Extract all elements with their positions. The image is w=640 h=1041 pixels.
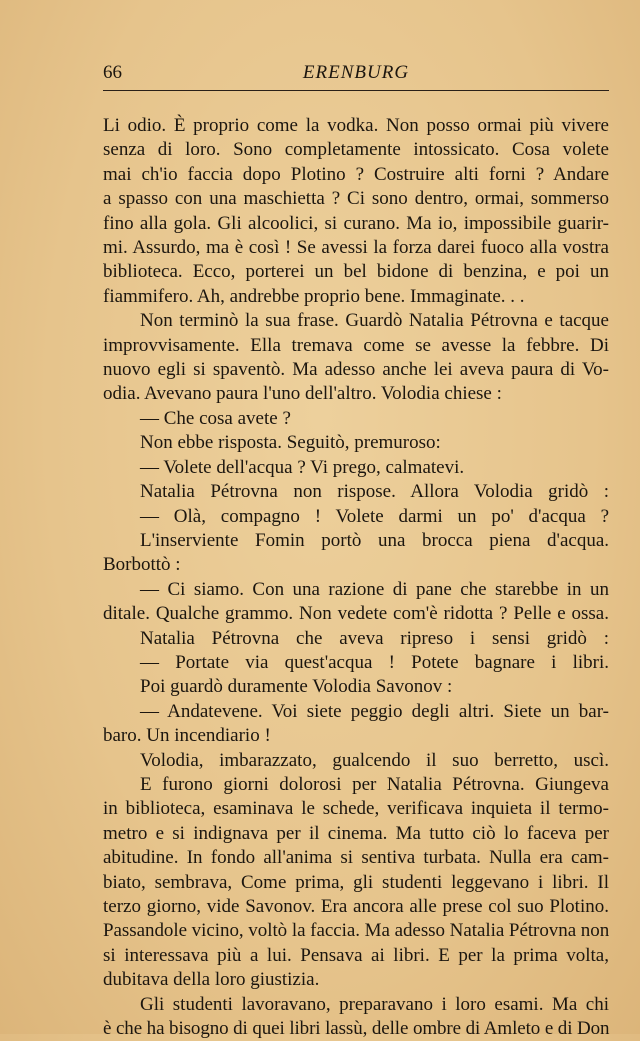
text-line: Li odio. È proprio come la vodka. Non posso ormai più vivere [103, 115, 609, 136]
page-header [103, 60, 609, 90]
text-line: — Che cosa avete ? [140, 407, 291, 429]
text-line: — Olà, compagno ! Volete darmi un po' d'acqua ? [140, 505, 609, 527]
running-head: ERENBURG [302, 62, 410, 83]
text-line: metro e si indignava per il cinema. Ma tutto ciò lo faceva per [103, 822, 609, 844]
text-line: in biblioteca, esaminava le schede, verificava inquieta il termo- [103, 798, 609, 820]
text-line: Passandole vicino, voltò la faccia. Ma adesso Natalia Pétrovna non [103, 920, 610, 942]
text-line: — Andatevene. Voi siete peggio degli altri. Siete un bar- [140, 700, 609, 722]
text-line: è che ha bisogno di quei libri lassù, delle ombre di Amleto e di Don [103, 1018, 610, 1040]
text-line: fiammifero. Ah, andrebbe proprio bene. Immaginate. . . [103, 285, 525, 307]
text-line: baro. Un incendiario ! [103, 725, 271, 747]
text-line: Poi guardò duramente Volodia Savonov : [140, 676, 453, 698]
text-line: L'inserviente Fomin portò una brocca piena d'acqua. [140, 529, 609, 551]
text-line: fino alla gola. Gli alcoolici, si curano. Ma io, impossibile guarir- [103, 212, 609, 234]
body-text [103, 114, 609, 1041]
text-line: biato, sembrava, Come prima, gli studenti leggevano i libri. Il [103, 871, 609, 893]
text-line: Volodia, imbarazzato, gualcendo il suo berretto, uscì. [140, 749, 609, 771]
text-line: biblioteca. Ecco, porterei un bel bidone di benzina, e poi un [103, 261, 609, 283]
text-line: Non ebbe risposta. Seguitò, premuroso: [140, 432, 441, 454]
text-line: abitudine. In fondo all'anima si sentiva turbata. Nulla era cam- [103, 847, 609, 869]
text-line: E furono giorni dolorosi per Natalia Pétrovna. Giungeva [140, 773, 609, 795]
text-line: Natalia Pétrovna che aveva ripreso i sensi gridò : [140, 627, 609, 649]
text-line: — Portate via quest'acqua ! Potete bagnare i libri. [140, 651, 609, 673]
text-line: nuovo egli si spaventò. Ma adesso anche lei aveva paura di Vo- [103, 359, 609, 381]
page-number: 66 [103, 62, 122, 83]
text-line: odia. Avevano paura l'uno dell'altro. Volodia chiese : [103, 383, 502, 405]
text-line: — Ci siamo. Con una razione di pane che starebbe in un [140, 578, 609, 600]
text-line: Gli studenti lavoravano, preparavano i loro esami. Ma chi [140, 993, 609, 1015]
text-line: dubitava della loro giustizia. [103, 969, 320, 991]
text-line: Natalia Pétrovna non rispose. Allora Volodia gridò : [140, 481, 609, 503]
text-line: mi. Assurdo, ma è così ! Se avessi la forza darei fuoco alla vostra [103, 237, 609, 259]
text-line: mai ch'io faccia dopo Plotino ? Costruire alti forni ? Andare [103, 163, 609, 185]
text-line: — Volete dell'acqua ? Vi prego, calmatevi. [140, 456, 465, 478]
text-line: si interessava più a lui. Pensava ai libri. E per la prima volta, [103, 944, 609, 966]
text-line: improvvisamente. Ella tremava come se avesse la febbre. Di [103, 334, 609, 356]
text-line: terzo giorno, vide Savonov. Era ancora alle prese col suo Plotino. [103, 896, 609, 917]
text-line: Borbottò : [103, 554, 181, 576]
text-line: a spasso con una maschietta ? Ci sono dentro, ormai, sommerso [103, 188, 609, 210]
text-line: ditale. Qualche grammo. Non vedete com'è ridotta ? Pelle e ossa. [103, 603, 609, 625]
text-line: Non terminò la sua frase. Guardò Natalia Pétrovna e tacque [140, 310, 609, 332]
text-line: senza di loro. Sono completamente intossicato. Cosa volete [103, 139, 609, 161]
header-rule [103, 90, 609, 91]
